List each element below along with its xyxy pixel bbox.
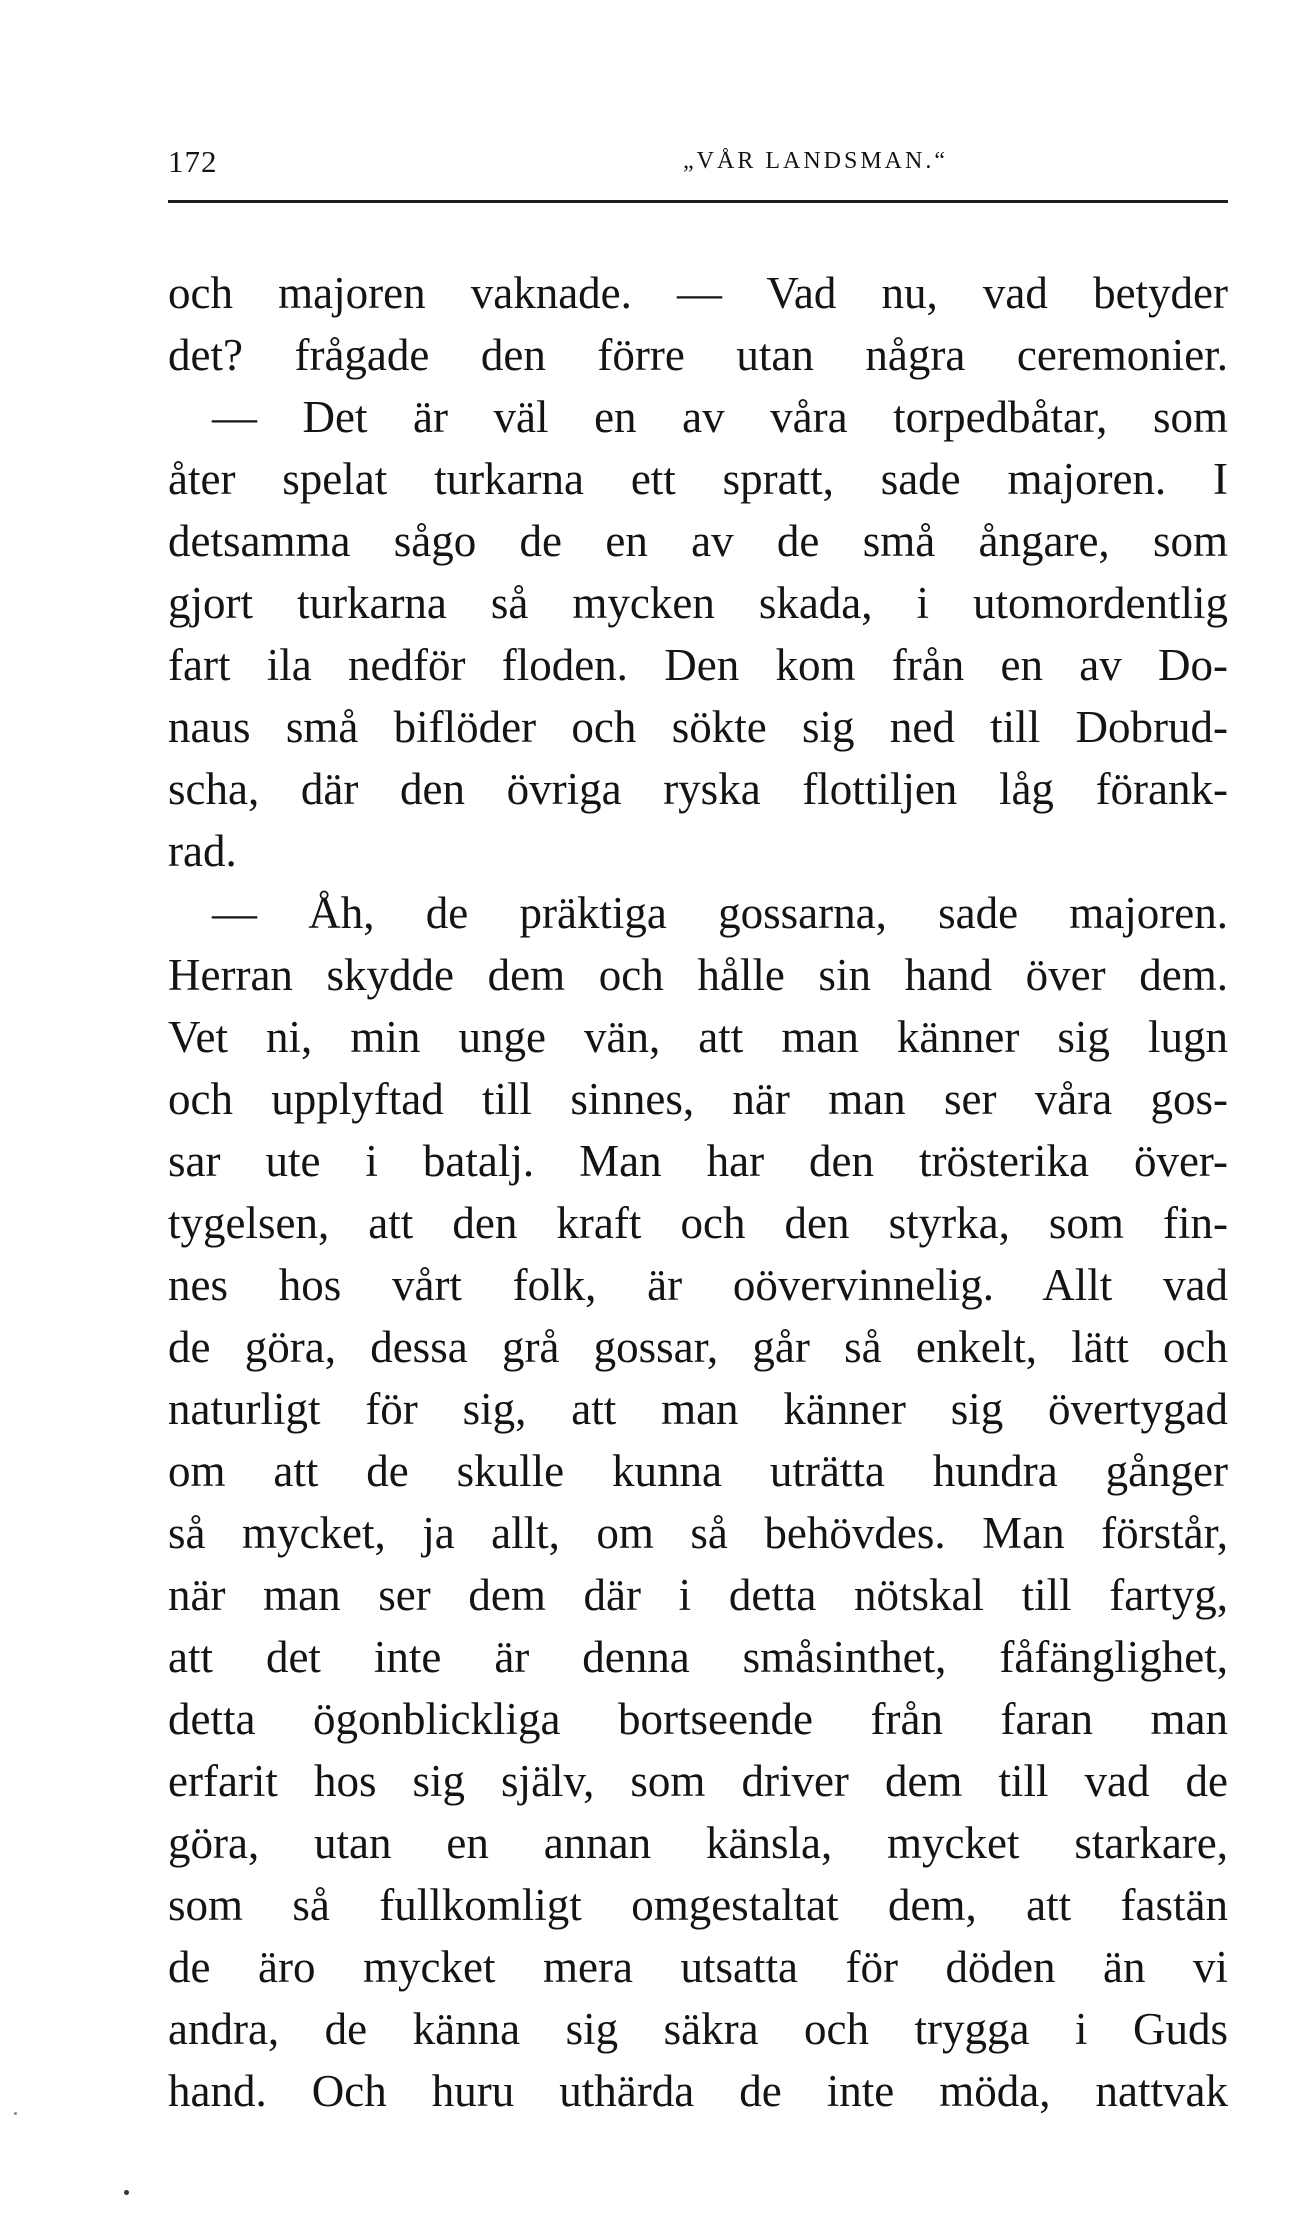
text-line: som så fullkomligt omgestaltat dem, att fastän: [168, 1880, 1228, 1930]
text-line: erfarit hos sig själv, som driver dem till vad de: [168, 1756, 1228, 1806]
running-header: [168, 140, 1228, 190]
text-line: — Åh, de präktiga gossarna, sade majoren.: [212, 888, 1228, 938]
text-line: detsamma sågo de en av de små ångare, som: [168, 516, 1228, 566]
text-line: de äro mycket mera utsatta för döden än vi: [168, 1942, 1228, 1992]
text-line: Herran skydde dem och hålle sin hand över dem.: [168, 950, 1228, 1000]
text-line: Vet ni, min unge vän, att man känner sig lugn: [168, 1012, 1228, 1062]
paper-speck: [14, 2112, 17, 2115]
text-line: andra, de känna sig säkra och trygga i Guds: [168, 2004, 1228, 2054]
text-line: när man ser dem där i detta nötskal till fartyg,: [168, 1570, 1228, 1620]
page-number: 172: [168, 144, 218, 179]
text-line: tygelsen, att den kraft och den styrka, som fin-: [168, 1198, 1228, 1248]
text-line: göra, utan en annan känsla, mycket starkare,: [168, 1818, 1228, 1868]
text-line: naus små biflöder och sökte sig ned till Dobrud-: [168, 702, 1228, 752]
text-line: naturligt för sig, att man känner sig övertygad: [168, 1384, 1228, 1434]
text-line: om att de skulle kunna uträtta hundra gånger: [168, 1446, 1228, 1496]
text-line: gjort turkarna så mycken skada, i utomordentlig: [168, 578, 1228, 628]
text-line: det? frågade den förre utan några ceremonier.: [168, 330, 1228, 380]
text-line: så mycket, ja allt, om så behövdes. Man förstår,: [168, 1508, 1228, 1558]
text-line: scha, där den övriga ryska flottiljen låg förank-: [168, 764, 1228, 814]
text-line: åter spelat turkarna ett spratt, sade majoren. I: [168, 454, 1228, 504]
text-line: sar ute i batalj. Man har den trösterika över-: [168, 1136, 1228, 1186]
text-line: detta ögonblickliga bortseende från faran man: [168, 1694, 1228, 1744]
text-line: hand. Och huru uthärda de inte möda, nattvak: [168, 2066, 1228, 2116]
text-line: och upplyftad till sinnes, när man ser våra gos-: [168, 1074, 1228, 1124]
text-line: — Det är väl en av våra torpedbåtar, som: [212, 392, 1228, 442]
text-line: rad.: [168, 826, 237, 876]
text-line: nes hos vårt folk, är oövervinnelig. Allt vad: [168, 1260, 1228, 1310]
text-line: de göra, dessa grå gossar, går så enkelt, lätt och: [168, 1322, 1228, 1372]
text-line: att det inte är denna småsinthet, fåfänglighet,: [168, 1632, 1228, 1682]
text-line: och majoren vaknade. — Vad nu, vad betyder: [168, 268, 1228, 318]
running-title: „VÅR LANDSMAN.“: [683, 148, 948, 174]
paper-speck: [124, 2190, 129, 2195]
header-rule: [168, 200, 1228, 203]
text-line: fart ila nedför floden. Den kom från en av Do-: [168, 640, 1228, 690]
